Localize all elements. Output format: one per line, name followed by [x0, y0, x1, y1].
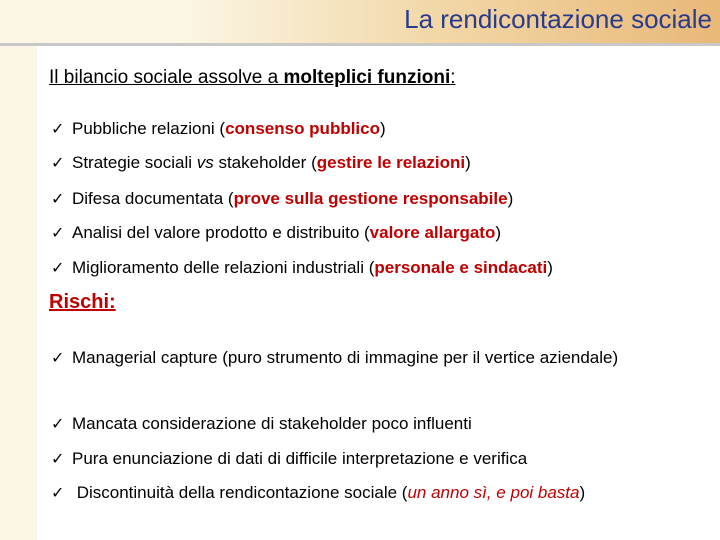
function-item [51, 223, 501, 243]
check-icon: ✓ [51, 191, 65, 208]
risk-item [51, 483, 585, 503]
risk-after: ) [579, 483, 586, 502]
function-after: ) [465, 153, 471, 172]
check-icon: ✓ [51, 485, 65, 502]
check-icon: ✓ [51, 416, 65, 433]
function-after: ) [507, 189, 514, 208]
intro-line [49, 67, 456, 89]
risk-text: Pura enunciazione di dati di difficile interpretazione e verifica [72, 449, 528, 468]
function-highlight: gestire le relazioni [316, 153, 466, 172]
check-icon: ✓ [51, 350, 65, 367]
check-icon: ✓ [51, 451, 65, 468]
function-item [51, 153, 471, 173]
function-after: ) [495, 223, 502, 242]
risk-highlight: un anno sì, e poi basta [407, 483, 580, 502]
function-highlight: personale e sindacati [374, 258, 548, 277]
page-title: La rendicontazione sociale [404, 4, 712, 34]
risk-item [51, 341, 671, 375]
function-text-2: stakeholder ( [213, 153, 317, 172]
check-icon: ✓ [51, 121, 65, 138]
left-decorative-band [0, 0, 37, 540]
check-icon: ✓ [51, 260, 65, 277]
check-icon: ✓ [51, 155, 65, 172]
function-text: Miglioramento delle relazioni industriali ( [72, 258, 375, 277]
intro-suffix: : [450, 67, 456, 88]
risk-text: Managerial capture (puro strumento di immagine per il vertice aziendale) [72, 348, 619, 367]
function-italic: vs [196, 153, 214, 172]
function-after: ) [547, 258, 553, 277]
risk-text: Discontinuità della rendicontazione sociale ( [72, 483, 408, 502]
function-item [51, 258, 553, 278]
intro-prefix: Il bilancio sociale assolve a [49, 67, 284, 88]
function-highlight: prove sulla gestione responsabile [233, 189, 508, 208]
risk-item [51, 449, 527, 469]
function-item [51, 119, 386, 139]
function-text: Strategie sociali [72, 153, 197, 172]
function-highlight: valore allargato [369, 223, 496, 242]
risk-text: Mancata considerazione di stakeholder poco influenti [72, 414, 472, 433]
function-text: Pubbliche relazioni ( [72, 119, 226, 138]
function-highlight: consenso pubblico [225, 119, 380, 138]
function-text: Difesa documentata ( [72, 189, 234, 208]
risk-item [51, 414, 472, 434]
function-text: Analisi del valore prodotto e distribuito ( [72, 223, 370, 242]
intro-emphasis: molteplici funzioni [283, 67, 451, 88]
check-icon: ✓ [51, 225, 65, 242]
function-after: ) [380, 119, 386, 138]
function-item [51, 189, 513, 209]
risks-heading: Rischi: [49, 291, 116, 313]
